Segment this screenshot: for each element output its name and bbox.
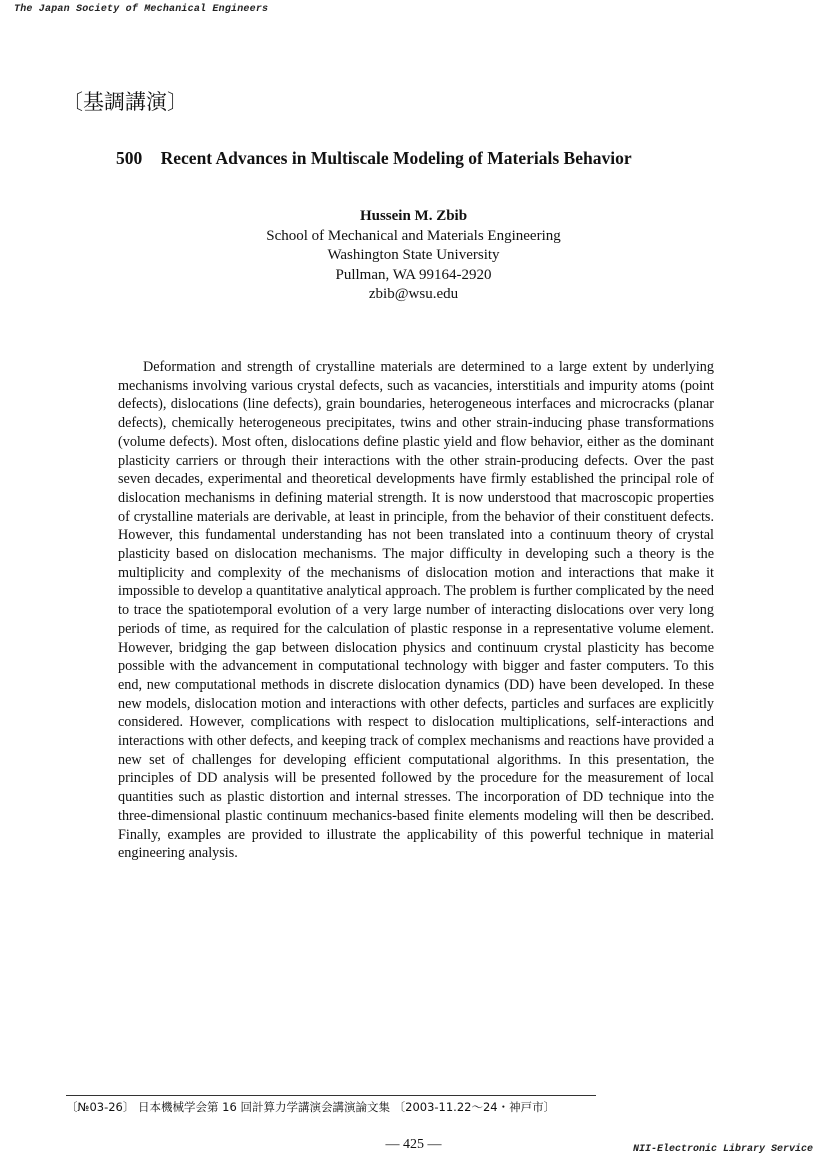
paper-number: 500 [116, 148, 143, 168]
society-header: The Japan Society of Mechanical Engineers [14, 4, 269, 15]
paper-title [116, 148, 632, 169]
page-number: — 425 — [385, 1137, 442, 1152]
library-service-footer: NII-Electronic Library Service [632, 1144, 813, 1155]
abstract-paragraph: Deformation and strength of crystalline materials are determined to a large extent by underlying mechanisms involving various crystal defects, such as vacancies, interstitials and impurity atoms (point defects), dislocations (line defects), grain boundaries, heterogeneous interfaces and microcracks (planar defects), chemically heterogeneous precipitates, twins and other strain-inducing phase transformations (volume defects). Most often, dislocations define plastic yield and flow behavior, either as the dominant plasticity carriers or through their interactions with the other strain-producing defects. Over the past seven decades, experimental and theoretical developments have firmly established the principal role of dislocation mechanisms in defining material strength. It is now understood that macroscopic properties of crystalline materials are derivable, at least in principle, from the behavior of their constituent defects. However, this fundamental understanding has not been translated into a continuum theory of crystal plasticity based on dislocation mechanisms. The major difficulty in developing such a theory is the multiplicity and complexity of the mechanisms of dislocation motion and interactions that make it impossible to develop a quantitative analytical approach. The problem is further complicated by the need to trace the spatiotemporal evolution of a very large number of interacting dislocations over very long periods of time, as required for the calculation of plastic response in a representative volume element. However, bridging the gap between dislocation physics and continuum crystal plasticity has become possible with the advancement in computational technology with bigger and faster computers. To this end, new computational methods in discrete dislocation dynamics (DD) have been developed. In these new models, dislocation motion and interactions with other defects, particles and surfaces are explicitly considered. However, complications with respect to dislocation multiplications, self-interactions and interactions with other defects, and keeping track of complex mechanisms and reactions have provided a new set of challenges for developing efficient computational algorithms. In this presentation, the principles of DD analysis will be presented followed by the procedure for the measurement of local quantities such as plastic distortion and internal stresses. The incorporation of DD technique into the three-dimensional plastic continuum mechanics-based finite elements modeling will then be described. Finally, examples are provided to illustrate the applicability of this powerful technique in material engineering analysis. [118, 359, 714, 862]
footer-divider [66, 1095, 596, 1096]
paper-title-text: Recent Advances in Multiscale Modeling of Materials Behavior [160, 148, 632, 168]
section-tag: 〔基調講演〕 [62, 90, 188, 114]
author-email: zbib@wsu.edu [368, 286, 459, 302]
author-department: School of Mechanical and Materials Engineering [266, 227, 561, 244]
footer-citation: 〔№03-26〕 日本機械学会第 16 回計算力学講演会講演論文集 〔2003-11.22〜24・神戸市〕 [66, 1100, 556, 1114]
author-university: Washington State University [327, 247, 500, 263]
author-address: Pullman, WA 99164-2920 [335, 266, 492, 283]
author-name: Hussein M. Zbib [359, 208, 468, 224]
author-block [0, 207, 827, 305]
